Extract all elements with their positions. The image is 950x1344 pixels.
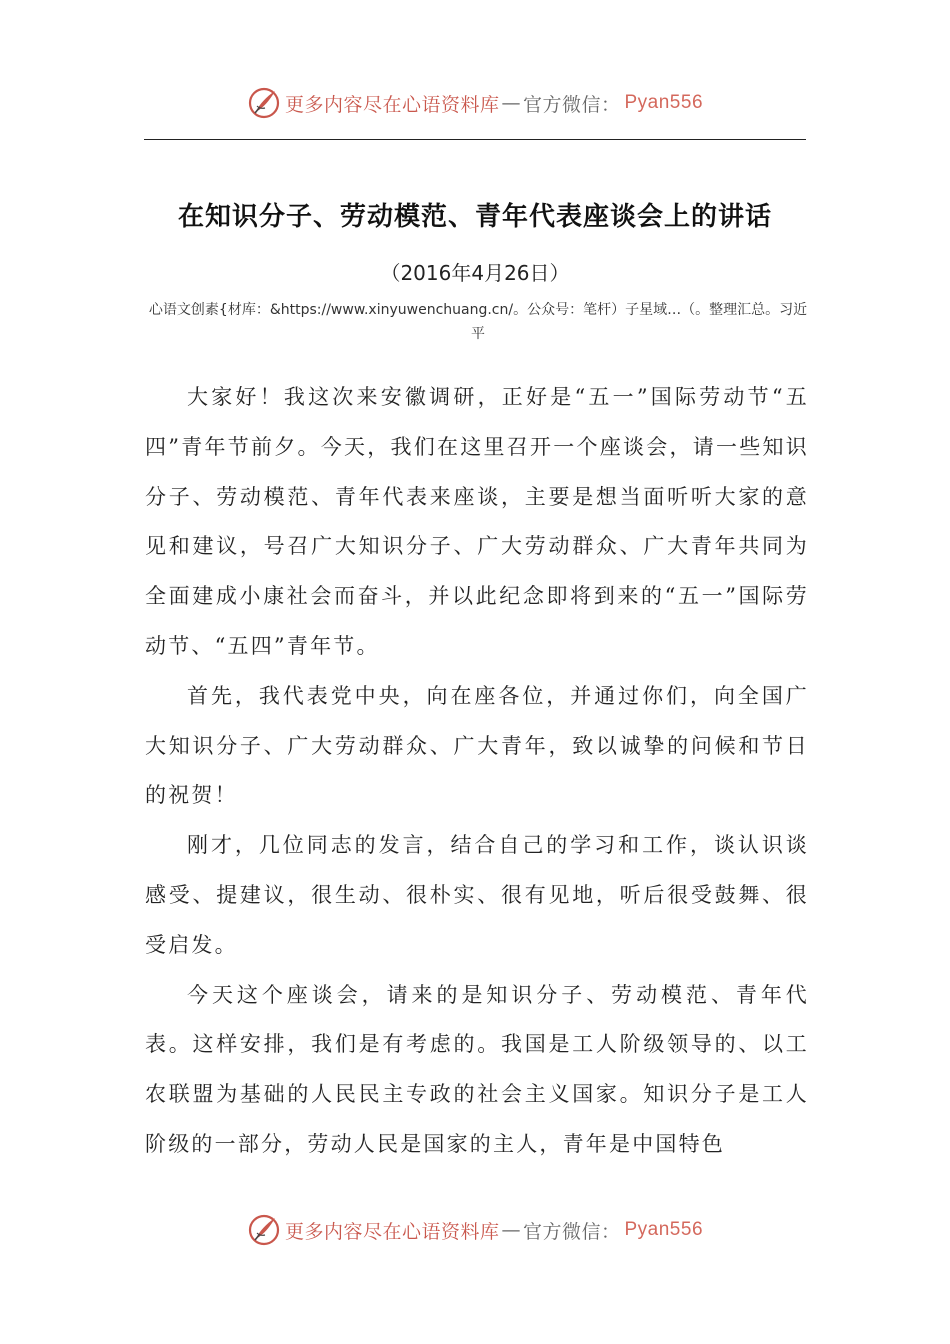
document-body [145,373,809,1170]
paragraph: 今天这个座谈会，请来的是知识分子、劳动模范、青年代表。这样安排，我们是有考虑的。我国是工人阶级领导的、以工农联盟为基础的人民民主专政的社会主义国家。知识分子是工人阶级的一部分，劳动人民是国家的主人，青年是中国特色 [145,982,809,1156]
quill-logo-icon [247,1213,281,1247]
banner-text: 更多内容尽在心语资料库 [284,1220,500,1243]
banner-wechat-label: 官方微信： [522,93,621,116]
paragraph: 首先，我代表党中央，向在座各位，并通过你们，向全国广大知识分子、广大劳动群众、广大青年，致以诚挚的问候和节日的祝贺！ [145,683,809,808]
header-banner [0,81,950,125]
banner-wechat-id: Pyan556 [624,92,704,113]
header-divider [144,139,806,140]
document-title: 在知识分子、劳动模范、青年代表座谈会上的讲话 [177,202,772,232]
quill-logo-icon [247,86,281,120]
paragraph: 刚才，几位同志的发言，结合自己的学习和工作，谈认识谈感受、提建议，很生动、很朴实、很有见地，听后很受鼓舞、很受启发。 [145,833,809,957]
footer-banner [0,1208,950,1252]
banner-wechat-id: Pyan556 [624,1219,704,1240]
source-line: 心语文创素{材库：&https://www.xinyuwenchuang.cn/。公众号：笔杆）子星域…（。整理汇总。习近平 [148,302,808,342]
banner-wechat-label: 官方微信： [522,1220,621,1243]
document-date: （2016年4月26日） [380,261,570,285]
banner-text: 更多内容尽在心语资料库 [284,93,500,116]
banner-separator: — [501,92,521,114]
paragraph: 大家好！我这次来安徽调研，正好是“五一”国际劳动节“五四”青年节前夕。今天，我们在这里召开一个座谈会，请一些知识分子、劳动模范、青年代表来座谈，主要是想当面听听大家的意见和建议，号召广大知识分子、广大劳动群众、广大青年共同为全面建成小康社会而奋斗，并以此纪念即将到来的“五一”国际劳动节、“五四”青年节。 [145,385,809,658]
banner-separator: — [501,1219,521,1241]
